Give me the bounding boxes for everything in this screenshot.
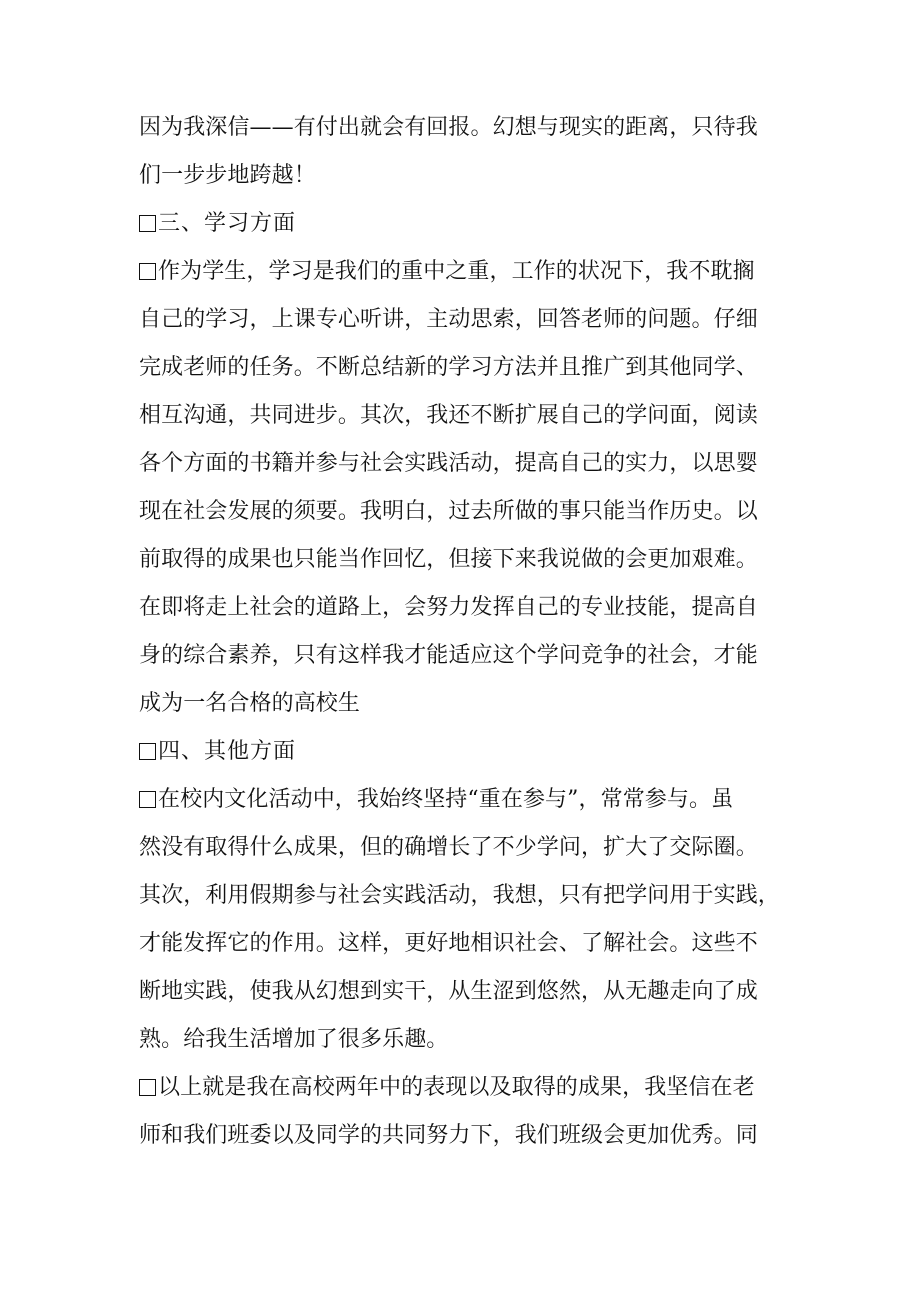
text-line: 身的综合素养，只有这样我才能适应这个学问竞争的社会，才能: [139, 643, 758, 668]
text-line: 师和我们班委以及同学的共同努力下，我们班级会更加优秀。同: [139, 1123, 758, 1148]
text-line: 相互沟通，共同进步。其次，我还不断扩展自己的学问面，阅读: [139, 403, 758, 428]
text-line: 各个方面的书籍并参与社会实践活动，提高自己的实力，以思婴: [139, 451, 758, 476]
document-body: [139, 104, 784, 1160]
checkbox-glyph-icon: [139, 215, 156, 232]
text-line: 完成老师的任务。不断总结新的学习方法并且推广到其他同学、: [139, 355, 758, 380]
checkbox-glyph-icon: [139, 743, 156, 760]
text-line: 断地实践，使我从幻想到实干，从生涩到悠然，从无趣走向了成: [139, 979, 758, 1004]
section-heading-other: 四、其他方面: [139, 728, 784, 776]
paragraph-first-line: 以上就是我在高校两年中的表现以及取得的成果，我坚信在老: [139, 1064, 784, 1112]
checkbox-glyph-icon: [139, 263, 156, 280]
text-line: 熟。给我生活增加了很多乐趣。: [139, 1027, 449, 1052]
text-line: 们一步步地跨越！: [139, 163, 316, 188]
text-line: 成为一名合格的高校生: [139, 691, 361, 716]
text-line: 在即将走上社会的道路上，会努力发挥自己的专业技能，提高自: [139, 595, 758, 620]
paragraph-first-line: 在校内文化活动中，我始终坚持“重在参与”，常常参与。虽: [139, 776, 784, 824]
text-line: 其次，利用假期参与社会实践活动，我想，只有把学问用于实践，: [139, 883, 780, 908]
paragraph-first-line: 作为学生，学习是我们的重中之重，工作的状况下，我不耽搁: [139, 248, 784, 296]
text-line: 因为我深信——有付出就会有回报。幻想与现实的距离，只待我: [139, 115, 758, 140]
text-line: 然没有取得什么成果，但的确增长了不少学问，扩大了交际圈。: [139, 835, 758, 860]
checkbox-glyph-icon: [139, 791, 156, 808]
text-line: 前取得的成果也只能当作回忆，但接下来我说做的会更加艰难。: [139, 547, 758, 572]
text-line: 才能发挥它的作用。这样，更好地相识社会、了解社会。这些不: [139, 931, 758, 956]
text-line: 自己的学习，上课专心听讲，主动思索，回答老师的问题。仔细: [139, 307, 758, 332]
section-heading-study: 三、学习方面: [139, 200, 784, 248]
checkbox-glyph-icon: [139, 1079, 156, 1096]
text-line: 现在社会发展的须要。我明白，过去所做的事只能当作历史。以: [139, 499, 758, 524]
